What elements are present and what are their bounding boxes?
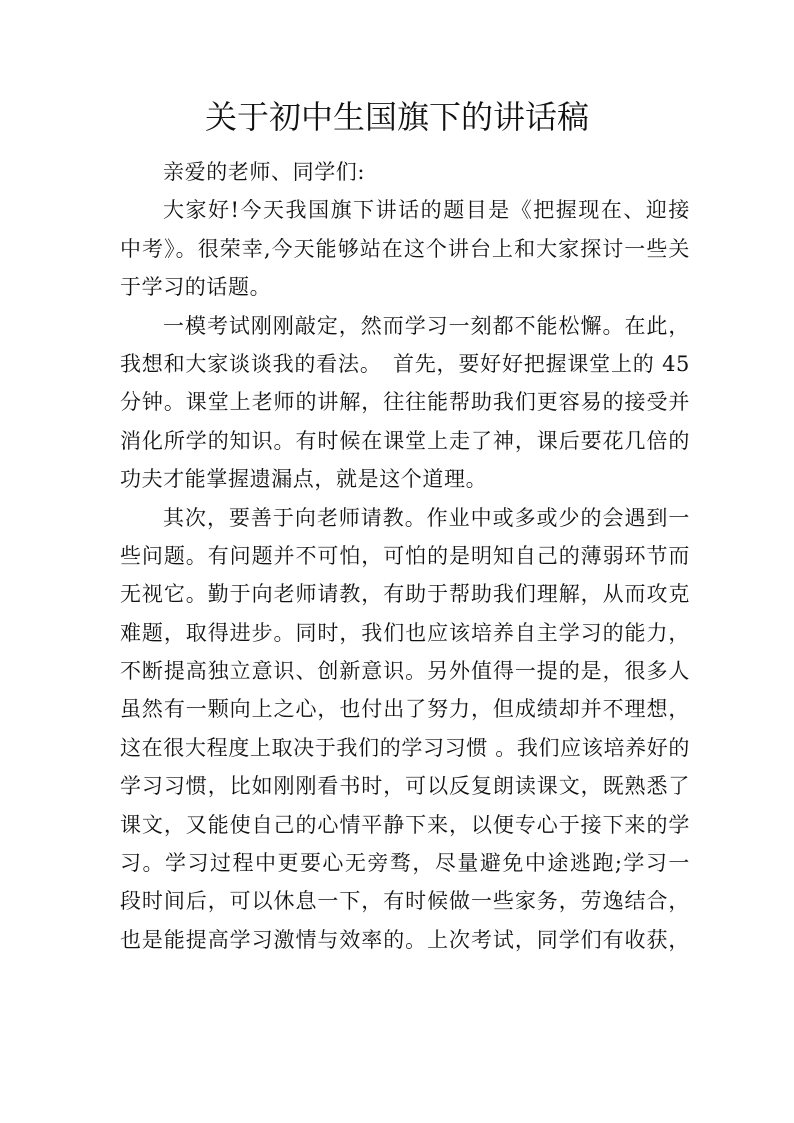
paragraph-line: 习。学习过程中更要心无旁骛，尽量避免中途逃跑;学习一 [120,851,690,876]
paragraph-line: 学习习惯，比如刚刚看书时，可以反复朗读课文，既熟悉了 [120,774,690,799]
paragraph-line: 消化所学的知识。有时候在课堂上走了神，课后要花几倍的 [120,428,690,453]
paragraph-line: 我想和大家谈谈我的看法。 首先，要好好把握课堂上的 45 [120,351,690,376]
paragraph-line: 无视它。勤于向老师请教，有助于帮助我们理解，从而攻克 [120,582,690,607]
document-title: 关于初中生国旗下的讲话稿 [204,98,589,136]
paragraph-line: 难题，取得进步。同时，我们也应该培养自主学习的能力， [120,620,690,645]
paragraph-line: 段时间后，可以休息一下，有时候做一些家务，劳逸结合， [120,889,690,914]
salutation-line: 亲爱的老师、同学们: [163,160,366,184]
paragraph-line: 也是能提高学习激情与效率的。上次考试，同学们有收获， [120,927,690,952]
paragraph-line: 不断提高独立意识、创新意识。另外值得一提的是，很多人 [120,659,690,684]
paragraph-line: 于学习的话题。 [120,275,272,300]
paragraph-line: 其次，要善于向老师请教。作业中或多或少的会遇到一 [163,505,690,530]
paragraph-line: 中考》。很荣幸,今天能够站在这个讲台上和大家探讨一些关 [120,236,690,261]
paragraph-line: 大家好!今天我国旗下讲话的题目是《把握现在、迎接 [163,198,690,223]
paragraph-line: 这在很大程度上取决于我们的学习习惯 。我们应该培养好的 [120,735,690,760]
paragraph-line: 些问题。有问题并不可怕，可怕的是明知自己的薄弱环节而 [120,543,690,568]
paragraph-line: 一模考试刚刚敲定，然而学习一刻都不能松懈。在此， [163,313,690,338]
paragraph-line: 课文，又能使自己的心情平静下来，以便专心于接下来的学 [120,812,690,837]
document-body [120,153,690,959]
paragraph-line: 虽然有一颗向上之心，也付出了努力，但成绩却并不理想， [120,697,690,722]
paragraph-line: 分钟。课堂上老师的讲解，往往能帮助我们更容易的接受并 [120,390,690,415]
paragraph-line: 功夫才能掌握遗漏点，就是这个道理。 [120,467,488,492]
